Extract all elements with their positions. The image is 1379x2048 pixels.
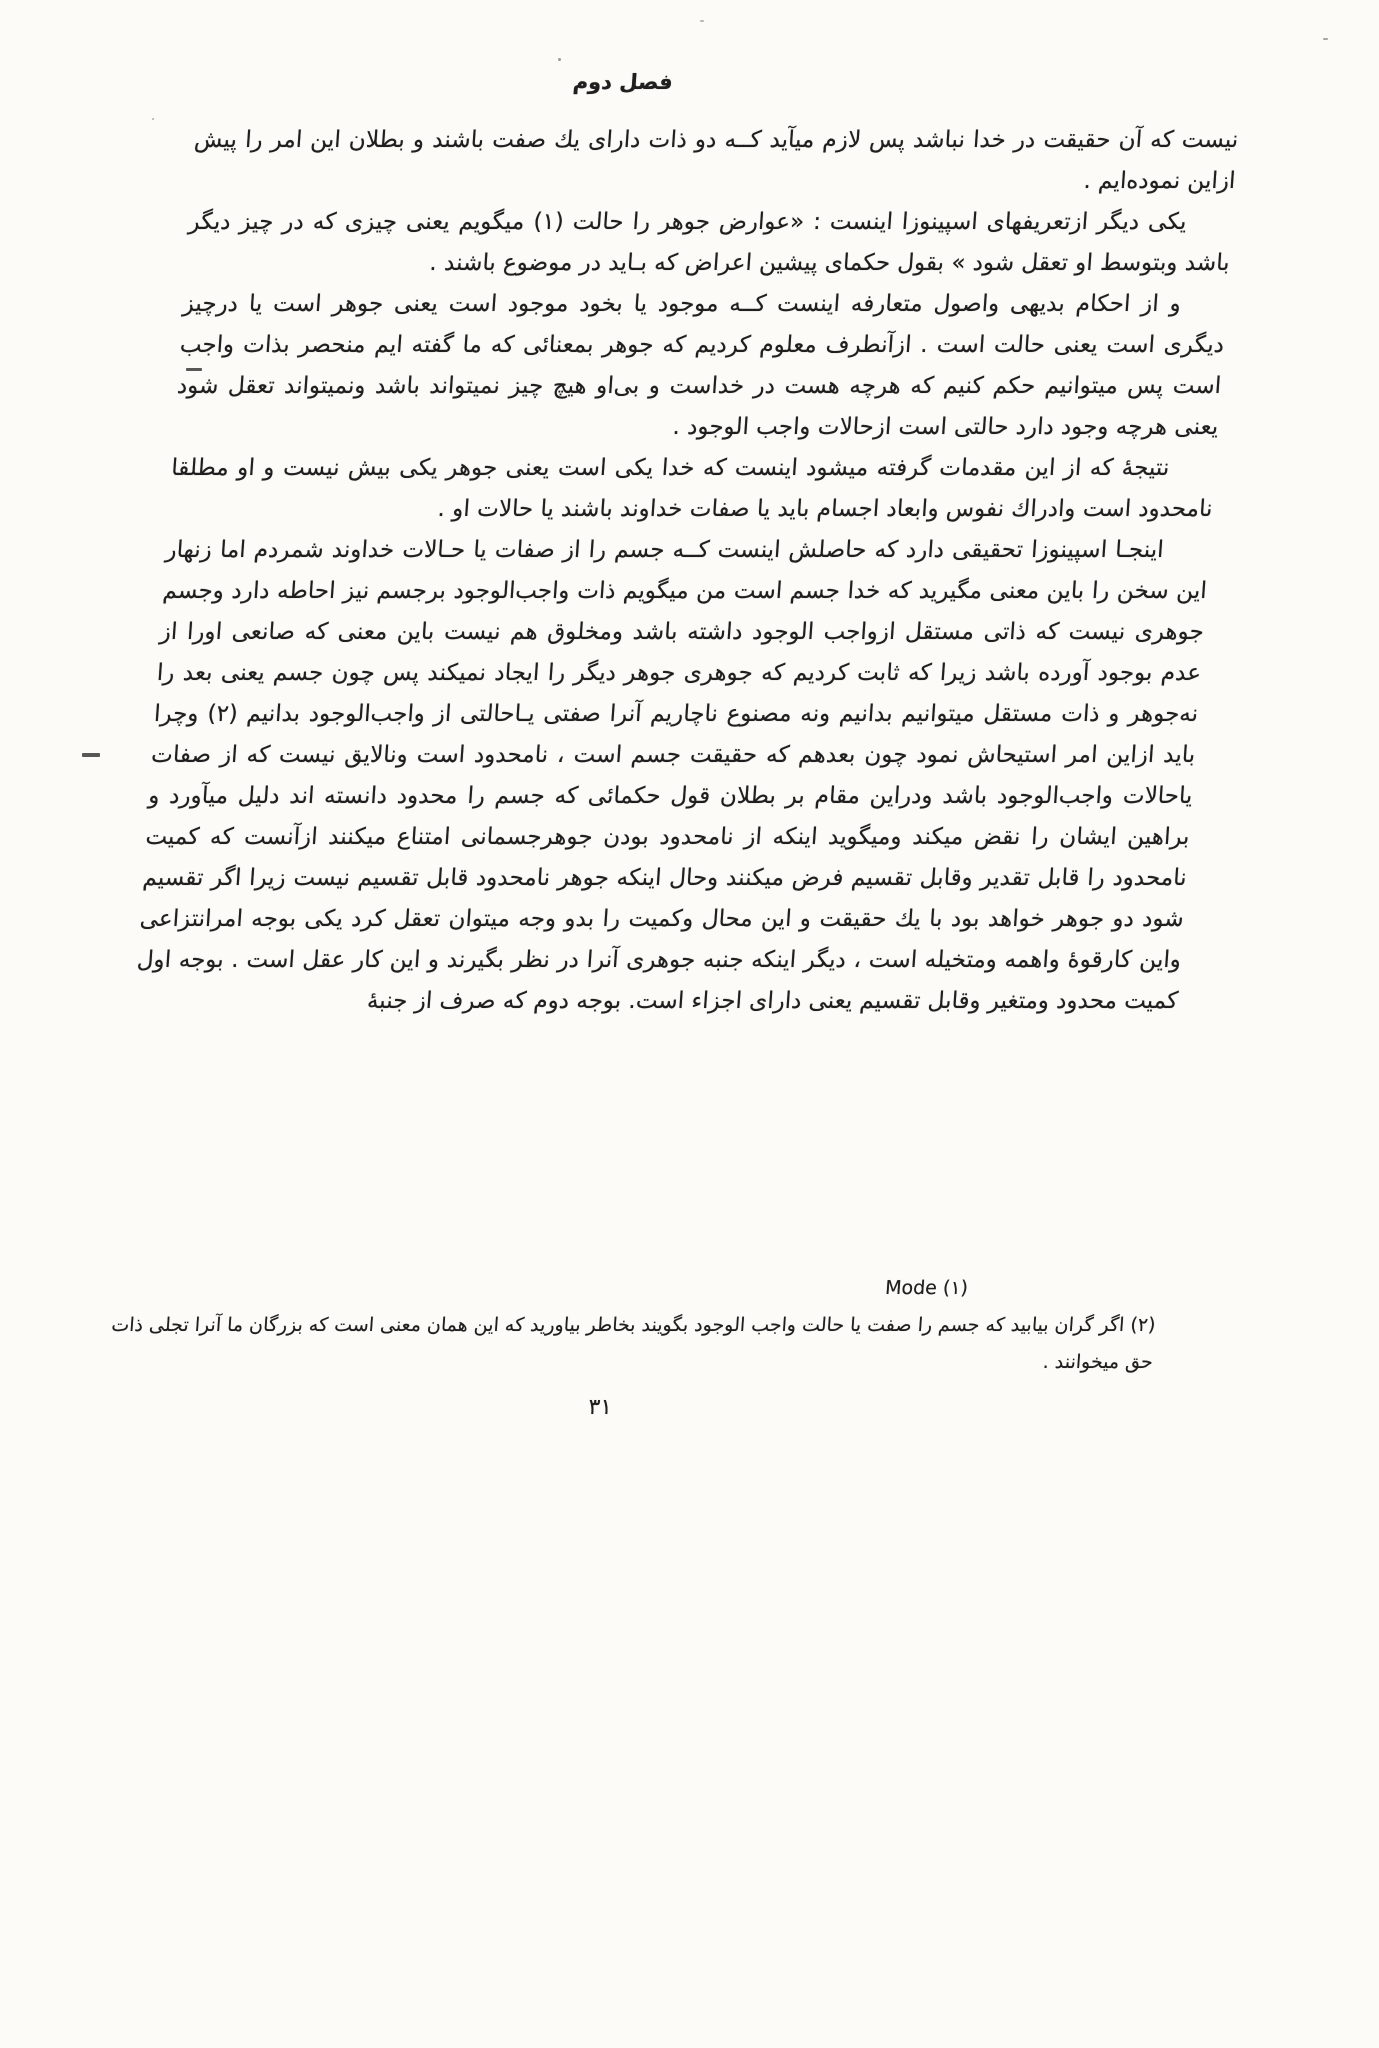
paragraph-continuation: نیست که آن حقیقت در خدا نباشد پس لازم میآید کــه دو ذات دارای یك صفت باشند و بطلان این امر را پیش ازاین نموده‌ایم . [193,127,1240,194]
scan-artifact-speck [1323,38,1328,40]
paragraph-definition-of-mode: یکی دیگر ازتعریفهای اسپینوزا اینست : «عوارض جوهر را حالت (١) میگویم یعنی چیزی که در چیز دیگر باشد وبتوسط او تعقل شود » بقول حکمای پیشین اعراض که بـاید در موضوع باشند . [187,209,1231,276]
paragraph-conclusion-one-substance: نتیجهٔ که از این مقدمات گرفته میشود اینست که خدا یکی است یعنی جوهر یکی بیش نیست و او مطلقا نامحدود است وادراك نفوس وابعاد اجسام باید یا صفات خداوند باشند یا حالات او . [170,455,1214,522]
scan-artifact-dash [82,753,100,757]
paragraph-spinoza-inquiry: اینجـا اسپینوزا تحقیقی دارد که حاصلش اینست کــه جسم را از صفات یا حـالات خداوند شمردم اما زنهار این سخن را باین معنی مگیرید که خدا جسم است من میگویم ذات واجب‌الوجود برجسم نیز احاطه دارد وجسم جوهری نیست که ذاتی مستقل ازواجب الوجود داشته باشد ومخلوق هم نیست باین معنی که صانعی اورا از عدم بوجود آورده باشد زیرا که ثابت کردیم که جوهری جوهر دیگر را ایجاد نمیکند پس چون جسم یعنی بعد را نه‌جوهر و ذات مستقل میتوانیم بدانیم ونه مصنوع ناچاریم آنرا صفتی یـاحالتی از واجب‌الوجود بدانیم (٢) وچرا باید ازاین امر استیحاش نمود چون بعدهم که حقیقت جسم است ، نامحدود است ونالایق نیست که از صفات یاحالات واجب‌الوجود باشد ودراین مقام بر بطلان قول حکمائی که جسم را محدود دانسته اند دلیل میآورد و براهین ایشان را نقض میکند ومیگوید اینکه از نامحدود بودن جوهرجسمانی امتناع میکنند ازآنست که کمیت نامحدود را قابل تقدیر وقابل تقسیم فرض میکنند وحال اینکه جوهر نامحدود قابل تقسیم نیست زیرا اگر تقسیم شود دو جوهر خواهد بود با یك حقیقت و این محال وکمیت را بدو وجه میتوان تعقل کرد یکی بوجه امرانتزاعی واین کارقوهٔ واهمه ومتخیله است ، دیگر اینکه جنبه جوهری آنرا در نظر بگیرند و این کار عقل است . بوجه اول کمیت محدود ومتغیر وقابل تقسیم یعنی دارای اجزاء است. بوجه دوم که صرف از جنبهٔ [136,537,1208,1014]
scan-artifact-dash [186,368,202,371]
footnote-2: (٢) اگر گران بیابید که جسم را صفت یا حالت واجب الوجود بگویند بخاطر بیاورید که این همان معنی است که بزرگان ما آنرا تجلی ذات حق میخوانند . [110,1314,1157,1373]
paragraph-axioms: و از احکام بدیهی واصول متعارفه اینست کــه موجود یا بخود موجود است یعنی جوهر است یا درچیز دیگری است یعنی حالت است . ازآنطرف معلوم کردیم که جوهر بمعنائی که ما گفته ایم منحصر بذات واجب است پس میتوانیم حکم کنیم که هرچه هست در خداست و بی‌او هیچ چیز نمیتواند باشد ونمیتواند تعقل شود یعنی هرچه وجود دارد حالتی است ازحالات واجب الوجود . [176,291,1225,440]
scan-artifact-speck [558,58,561,61]
footnotes-section [108,1270,1160,1381]
scan-artifact-speck [700,20,704,22]
page-number: ٣١ [587,1395,613,1420]
footnote-1-mode: (١) Mode [884,1277,969,1299]
chapter-heading: فصل دوم [572,70,674,94]
body-text [117,120,1239,1240]
scan-artifact-speck [152,118,154,120]
